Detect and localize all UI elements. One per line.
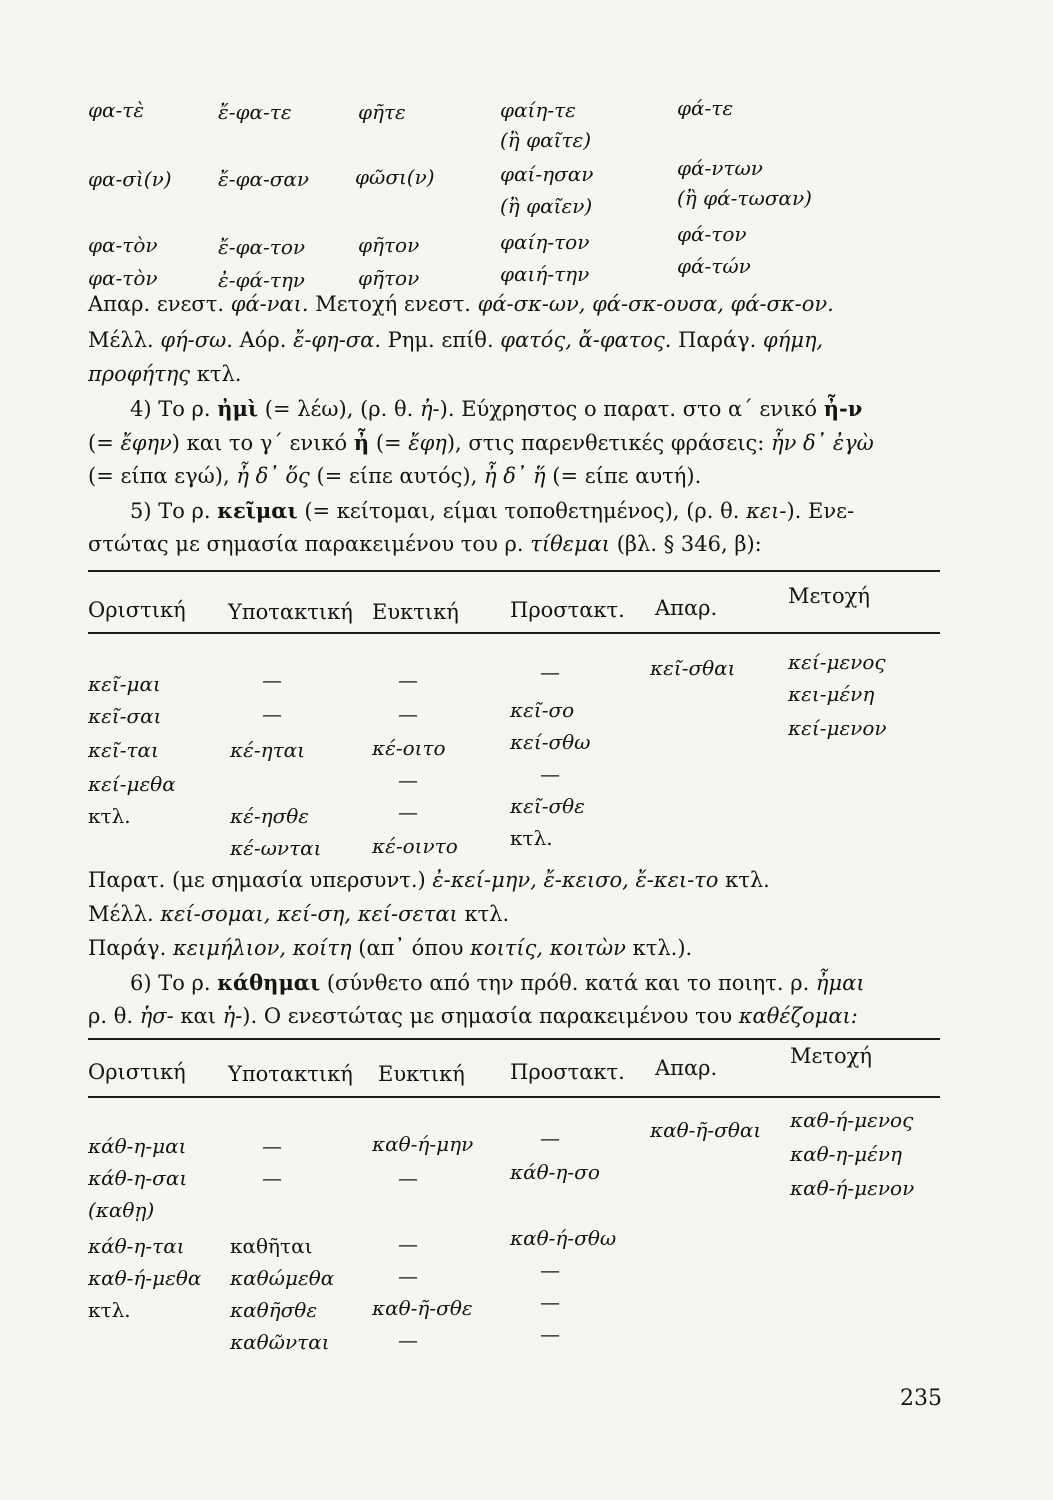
- text: ἠ-: [419, 397, 440, 421]
- table-cell: φαίη-τον: [500, 230, 590, 254]
- table-cell: (ἢ φαῖτε): [500, 128, 592, 152]
- table-cell: φῆτε: [358, 100, 406, 124]
- text: κτλ.: [190, 362, 242, 386]
- text: (= είπα εγώ),: [88, 464, 237, 488]
- table-cell: —: [262, 668, 282, 692]
- text: ἦ δ᾽ ἥ: [483, 464, 546, 488]
- header-cell: Απαρ.: [655, 1056, 718, 1080]
- table-cell: κάθ-η-σαι: [88, 1166, 188, 1190]
- table-cell: καθῆσθε: [230, 1298, 318, 1322]
- table-cell: φά-τον: [677, 222, 747, 246]
- text: φά-σκ-ων, φά-σκ-ουσα, φά-σκ-ον.: [477, 292, 834, 316]
- table-rule: [88, 570, 940, 572]
- table-rule: [88, 632, 940, 634]
- table-cell: κέ-ωνται: [230, 836, 322, 860]
- table-cell: —: [398, 702, 418, 726]
- table-cell: κεί-σθω: [510, 730, 591, 754]
- table-cell: —: [398, 1328, 418, 1352]
- table-cell: καθ-ή-μεθα: [88, 1266, 202, 1290]
- text: στώτας με σημασία παρακειμένου του ρ.: [88, 532, 531, 556]
- table-cell: ἔ-φα-τε: [218, 100, 292, 124]
- table-rule: [88, 1038, 940, 1040]
- table-cell: φα-τὸν: [88, 233, 158, 257]
- table-cell: φα-τὲ: [88, 98, 145, 122]
- table-cell: καθῆται: [230, 1234, 313, 1258]
- header-cell: Προστακτ.: [510, 598, 625, 622]
- text: ἦ δ᾽ ὅς: [236, 464, 310, 488]
- table-cell: κτλ.: [88, 804, 131, 828]
- table-cell: καθώμεθα: [230, 1266, 335, 1290]
- table-cell: ἔ-φα-σαν: [218, 167, 310, 191]
- text: ), στις παρενθετικές φράσεις:: [446, 431, 772, 455]
- text: κεί-σομαι, κεί-ση, κεί-σεται: [160, 902, 458, 926]
- table-cell: (καθῃ): [88, 1198, 155, 1222]
- page-number: 235: [900, 1386, 942, 1411]
- table-cell: —: [398, 668, 418, 692]
- text: κτλ.).: [625, 936, 693, 960]
- header-cell: Ευκτική: [378, 1062, 465, 1086]
- table-cell: φῆτον: [358, 266, 420, 290]
- table-cell: κεῖ-σαι: [88, 704, 162, 728]
- table-cell: κέ-οιντο: [372, 834, 458, 858]
- text: ) και το γ΄ ενικό: [171, 431, 354, 455]
- text: ). Ενε-: [786, 499, 855, 523]
- table-cell: καθ-η-μένη: [790, 1142, 903, 1166]
- text: κειμήλιον, κοίτη: [172, 936, 352, 960]
- text: φή-σω.: [160, 328, 233, 352]
- table-cell: φαιή-την: [500, 262, 590, 286]
- text: κει-: [746, 499, 787, 523]
- paragraph-line: [130, 970, 865, 995]
- header-cell: Μετοχή: [788, 584, 870, 608]
- text: (= είπε αυτός),: [309, 464, 484, 488]
- table-cell: φά-τε: [677, 96, 734, 120]
- text: Απαρ. ενεστ.: [88, 292, 231, 316]
- text: ). Εύχρηστος ο παρατ. στο α΄ ενικό: [439, 397, 824, 421]
- paragraph-line: [130, 498, 854, 523]
- text: Παράγ.: [671, 328, 764, 352]
- text: κτλ.: [457, 902, 510, 926]
- table-cell: κάθ-η-μαι: [88, 1134, 187, 1158]
- text: κάθημαι: [217, 970, 321, 995]
- table-cell: —: [540, 1126, 560, 1150]
- table-rule: [88, 1096, 940, 1098]
- text: 4) Το ρ.: [130, 397, 218, 421]
- table-cell: κάθ-η-ται: [88, 1234, 185, 1258]
- text: καθέζομαι:: [738, 1004, 858, 1028]
- text: ἔ-φη-σα.: [293, 328, 381, 352]
- header-cell: Οριστική: [88, 1060, 186, 1084]
- table-cell: (ἢ φαῖεν): [500, 194, 593, 218]
- table-cell: —: [540, 1322, 560, 1346]
- table-cell: κάθ-η-σο: [510, 1160, 600, 1184]
- table-cell: —: [540, 1258, 560, 1282]
- table-cell: ἔ-φα-τον: [218, 235, 306, 259]
- text: ἡσ-: [139, 1004, 174, 1028]
- text: και: [173, 1004, 223, 1028]
- text: Ρημ. επίθ.: [381, 328, 501, 352]
- text: ρ. θ.: [88, 1004, 140, 1028]
- table-cell: κεῖ-ται: [88, 738, 159, 762]
- table-cell: κέ-ηται: [230, 738, 305, 762]
- table-cell: κτλ.: [88, 1298, 131, 1322]
- table-cell: —: [398, 1232, 418, 1256]
- table-cell: φῆτον: [358, 233, 420, 257]
- paragraph-line: [88, 1004, 858, 1028]
- header-cell: Απαρ.: [655, 596, 718, 620]
- table-cell: κεῖ-σο: [510, 698, 575, 722]
- table-cell: κέ-ησθε: [230, 804, 310, 828]
- header-cell: Προστακτ.: [510, 1060, 625, 1084]
- table-cell: φῶσι(ν): [355, 165, 435, 189]
- text: (= λέω), (ρ. θ.: [258, 397, 420, 421]
- text: (σύνθετο από την πρόθ. κατά και το ποιητ. ρ.: [320, 971, 816, 995]
- paragraph-line: [88, 532, 762, 556]
- text: κτλ.: [718, 868, 770, 892]
- table-cell: —: [540, 660, 560, 684]
- table-cell: κεί-μεθα: [88, 772, 176, 796]
- paragraph-line: [88, 292, 834, 316]
- paragraph-line: [88, 362, 241, 386]
- table-cell: καθ-ή-μενος: [790, 1108, 914, 1132]
- table-cell: φα-σὶ(ν): [88, 167, 172, 191]
- paragraph-line: [88, 464, 701, 488]
- table-cell: φαίη-τε: [500, 98, 576, 122]
- table-cell: καθ-ή-μην: [372, 1132, 474, 1156]
- table-cell: φαί-ησαν: [500, 162, 594, 186]
- paragraph-line: [130, 396, 862, 421]
- table-cell: κει-μένη: [788, 682, 875, 706]
- text: Παράγ.: [88, 936, 173, 960]
- paragraph-line: [88, 902, 509, 926]
- text: Μέλλ.: [88, 902, 161, 926]
- text: (απ᾽ όπου: [351, 936, 471, 960]
- header-cell: Υποτακτική: [228, 600, 353, 624]
- table-cell: κτλ.: [510, 826, 553, 850]
- text: προφήτης: [88, 362, 191, 386]
- text: Παρατ. (με σημασία υπερσυντ.): [88, 868, 433, 892]
- table-cell: κεί-μενος: [788, 650, 886, 674]
- table-cell: —: [262, 1166, 282, 1190]
- header-cell: Μετοχή: [790, 1044, 872, 1068]
- text: ἔφην: [120, 431, 172, 455]
- text: φά-ναι.: [230, 292, 309, 316]
- text: Μετοχή ενεστ.: [308, 292, 478, 316]
- table-cell: φα-τὸν: [88, 266, 158, 290]
- text: ἐ-κεί-μην, ἔ-κεισο, ἔ-κει-το: [432, 868, 719, 892]
- text: (= είπε αυτή).: [545, 464, 702, 488]
- text: ἦμαι: [815, 971, 865, 995]
- text: (βλ. § 346, β):: [610, 532, 762, 556]
- table-cell: ἐ-φά-την: [218, 268, 305, 292]
- table-cell: κέ-οιτο: [372, 736, 446, 760]
- text: κοιτίς, κοιτὼν: [470, 936, 626, 960]
- table-cell: —: [398, 1166, 418, 1190]
- text: ἔφη: [408, 431, 447, 455]
- text: ἦν δ᾽ ἐγὼ: [771, 431, 874, 455]
- table-cell: κεῖ-σθε: [510, 794, 585, 818]
- header-cell: Οριστική: [88, 598, 186, 622]
- table-cell: φά-τών: [677, 254, 751, 278]
- table-cell: —: [540, 762, 560, 786]
- text: τίθεμαι: [530, 532, 611, 556]
- text: ἦ: [353, 430, 370, 455]
- paragraph-line: [88, 328, 823, 352]
- paragraph-line: [88, 868, 770, 892]
- text: (= κείτομαι, είμαι τοποθετημένος), (ρ. θ.: [297, 499, 747, 523]
- text: Αόρ.: [232, 328, 294, 352]
- text: φατός, ἄ-φατος.: [500, 328, 672, 352]
- table-cell: —: [398, 768, 418, 792]
- table-cell: κεῖ-μαι: [88, 672, 161, 696]
- table-cell: κεί-μενον: [788, 716, 887, 740]
- header-cell: Ευκτική: [372, 600, 459, 624]
- table-cell: —: [398, 1264, 418, 1288]
- table-cell: καθ-ή-μενον: [790, 1176, 915, 1200]
- text: ἠμὶ: [217, 396, 259, 421]
- text: φήμη,: [763, 328, 824, 352]
- header-cell: Υποτακτική: [228, 1062, 353, 1086]
- text: κεῖμαι: [217, 498, 298, 523]
- table-cell: καθ-ή-σθω: [510, 1226, 617, 1250]
- table-cell: καθῶνται: [230, 1330, 330, 1354]
- table-cell: καθ-ῆ-σθαι: [650, 1118, 762, 1142]
- paragraph-line: [88, 430, 874, 455]
- table-cell: —: [262, 702, 282, 726]
- text: ). Ο ενεστώτας με σημασία παρακειμένου του: [242, 1004, 739, 1028]
- text: ἡ-: [222, 1004, 243, 1028]
- table-cell: —: [398, 800, 418, 824]
- table-cell: (ἢ φά-τωσαν): [677, 186, 812, 210]
- paragraph-line: [88, 936, 692, 960]
- text: (=: [369, 431, 409, 455]
- text: Μέλλ.: [88, 328, 161, 352]
- table-cell: καθ-ῆ-σθε: [372, 1296, 473, 1320]
- text: 5) Το ρ.: [130, 499, 218, 523]
- text: (=: [88, 431, 121, 455]
- table-cell: φά-ντων: [677, 156, 763, 180]
- table-cell: —: [540, 1290, 560, 1314]
- table-cell: —: [262, 1134, 282, 1158]
- table-cell: κεῖ-σθαι: [650, 656, 736, 680]
- text: 6) Το ρ.: [130, 971, 218, 995]
- text: ἦ-ν: [823, 396, 863, 421]
